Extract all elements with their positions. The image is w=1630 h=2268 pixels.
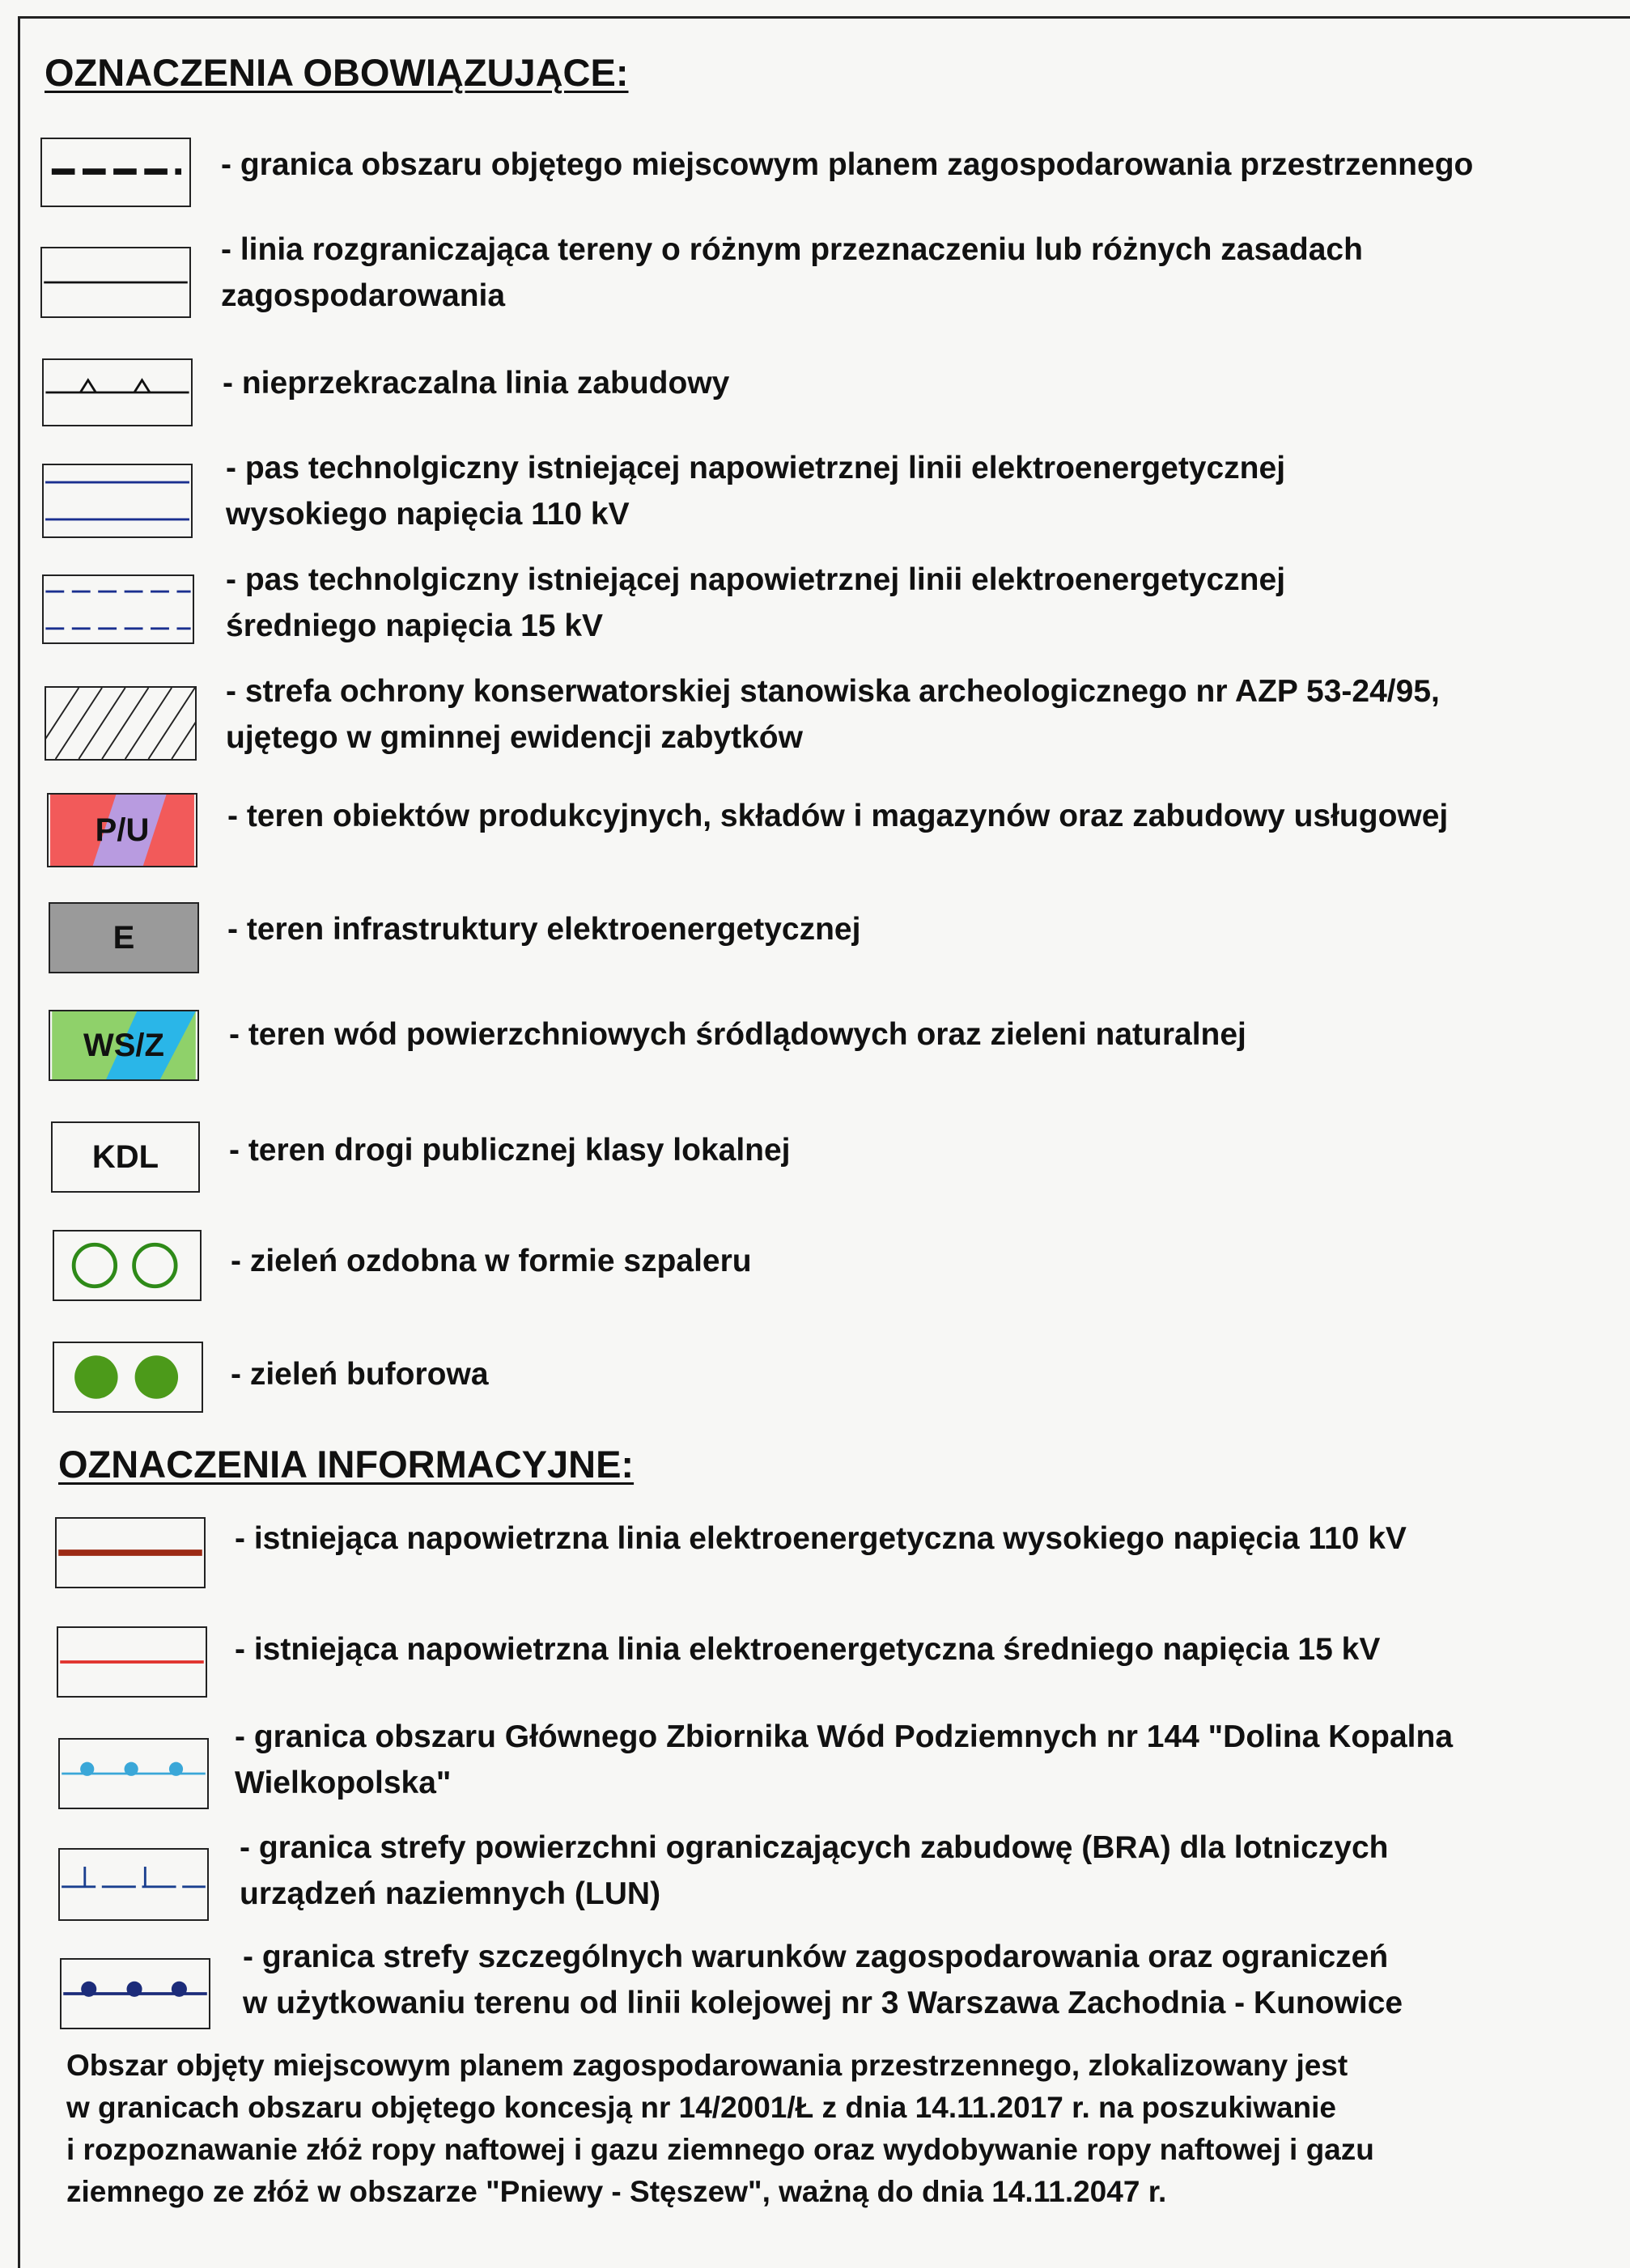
wsz-zone-label: WS/Z bbox=[83, 1027, 164, 1063]
legend-text-bra-boundary: - granica strefy powierzchni ograniczających zabudowę (BRA) dla lotniczych urządzeń naziemnych (LUN) bbox=[240, 1830, 1389, 1911]
legend-text-plan-boundary: - granica obszaru objętego miejscowym planem zagospodarowania przestrzennego bbox=[221, 147, 1474, 182]
binding-section-title: OZNACZENIA OBOWIĄZUJĄCE: bbox=[45, 51, 629, 94]
pu-zone-label: P/U bbox=[95, 812, 150, 848]
pu-zone-symbol bbox=[47, 793, 197, 867]
railway-boundary-symbol bbox=[60, 1958, 210, 2029]
legend-text-railway-boundary: - granica strefy szczególnych warunków zagospodarowania oraz ograniczeń w użytkowaniu terenu od linii kolejowej nr 3 Warszawa Zachodnia - Kunowice bbox=[243, 1939, 1403, 2020]
legend-text-mv-corridor: - pas technolgiczny istniejącej napowietrznej linii elektroenergetycznej średniego napięcia 15 kV bbox=[226, 562, 1286, 643]
wsz-zone-symbol bbox=[49, 1010, 199, 1081]
legend-text-dividing-line: - linia rozgraniczająca tereny o różnym przeznaczeniu lub różnych zasadach zagospodarowania bbox=[221, 232, 1363, 313]
e-zone-label: E bbox=[112, 919, 135, 956]
hatched-zone-symbol bbox=[45, 686, 197, 761]
mv-corridor-symbol bbox=[42, 574, 194, 644]
legend-text-wsz-zone: - teren wód powierzchniowych śródlądowych oraz zieleni naturalnej bbox=[229, 1017, 1246, 1052]
dividing-line-symbol bbox=[40, 247, 191, 318]
legend-text-hatched-zone: - strefa ochrony konserwatorskiej stanowiska archeologicznego nr AZP 53-24/95, ujętego w gminnej ewidencji zabytków bbox=[226, 674, 1440, 755]
legend-text-buffer-green: - zieleń buforowa bbox=[231, 1357, 489, 1392]
legend-text-e-zone: - teren infrastruktury elektroenergetycznej bbox=[227, 912, 861, 947]
legend-text-pu-zone: - teren obiektów produkcyjnych, składów i magazynów oraz zabudowy usługowej bbox=[227, 799, 1449, 833]
e-zone-symbol bbox=[49, 902, 199, 973]
legend-text-hv-line: - istniejąca napowietrzna linia elektroenergetyczna wysokiego napięcia 110 kV bbox=[235, 1521, 1407, 1556]
building-line-symbol bbox=[42, 358, 193, 426]
concession-note: Obszar objęty miejscowym planem zagospodarowania przestrzennego, zlokalizowany jest w granicach obszaru objętego koncesją nr 14/2001/Ł z dnia 14.11.2017 r. na poszukiwanie i rozpoznawanie złóż ropy naftowej i gazu ziemnego oraz wydobywanie ropy naftowej i gazu ziemnego ze złóż w obszarze "Pniewy - Stęszew", ważną do dnia 14.11.2047 r. bbox=[66, 2049, 1374, 2208]
legend-text-kdl-zone: - teren drogi publicznej klasy lokalnej bbox=[229, 1133, 791, 1168]
bra-boundary-symbol bbox=[58, 1848, 209, 1921]
info-section-title: OZNACZENIA INFORMACYJNE: bbox=[58, 1443, 635, 1486]
mv-line-symbol bbox=[57, 1626, 207, 1698]
plan-boundary-symbol bbox=[40, 138, 191, 207]
legend-text-mv-line: - istniejąca napowietrzna linia elektroenergetyczna średniego napięcia 15 kV bbox=[235, 1632, 1381, 1667]
legend-text-hv-corridor: - pas technolgiczny istniejącej napowietrznej linii elektroenergetycznej wysokiego napięcia 110 kV bbox=[226, 451, 1286, 532]
legend-text-building-line: - nieprzekraczalna linia zabudowy bbox=[223, 366, 730, 401]
buffer-green-symbol bbox=[53, 1342, 203, 1413]
legend-text-groundwater-boundary: - granica obszaru Głównego Zbiornika Wód Podziemnych nr 144 "Dolina Kopalna Wielkopolska" bbox=[235, 1719, 1454, 1800]
ornamental-green-symbol bbox=[53, 1230, 202, 1301]
groundwater-boundary-symbol bbox=[58, 1738, 209, 1809]
hv-line-symbol bbox=[55, 1517, 206, 1588]
kdl-zone-label: KDL bbox=[91, 1138, 159, 1175]
hv-corridor-symbol bbox=[42, 464, 193, 538]
legend-text-ornamental-green: - zieleń ozdobna w formie szpaleru bbox=[231, 1244, 752, 1278]
kdl-zone-symbol bbox=[51, 1121, 200, 1193]
